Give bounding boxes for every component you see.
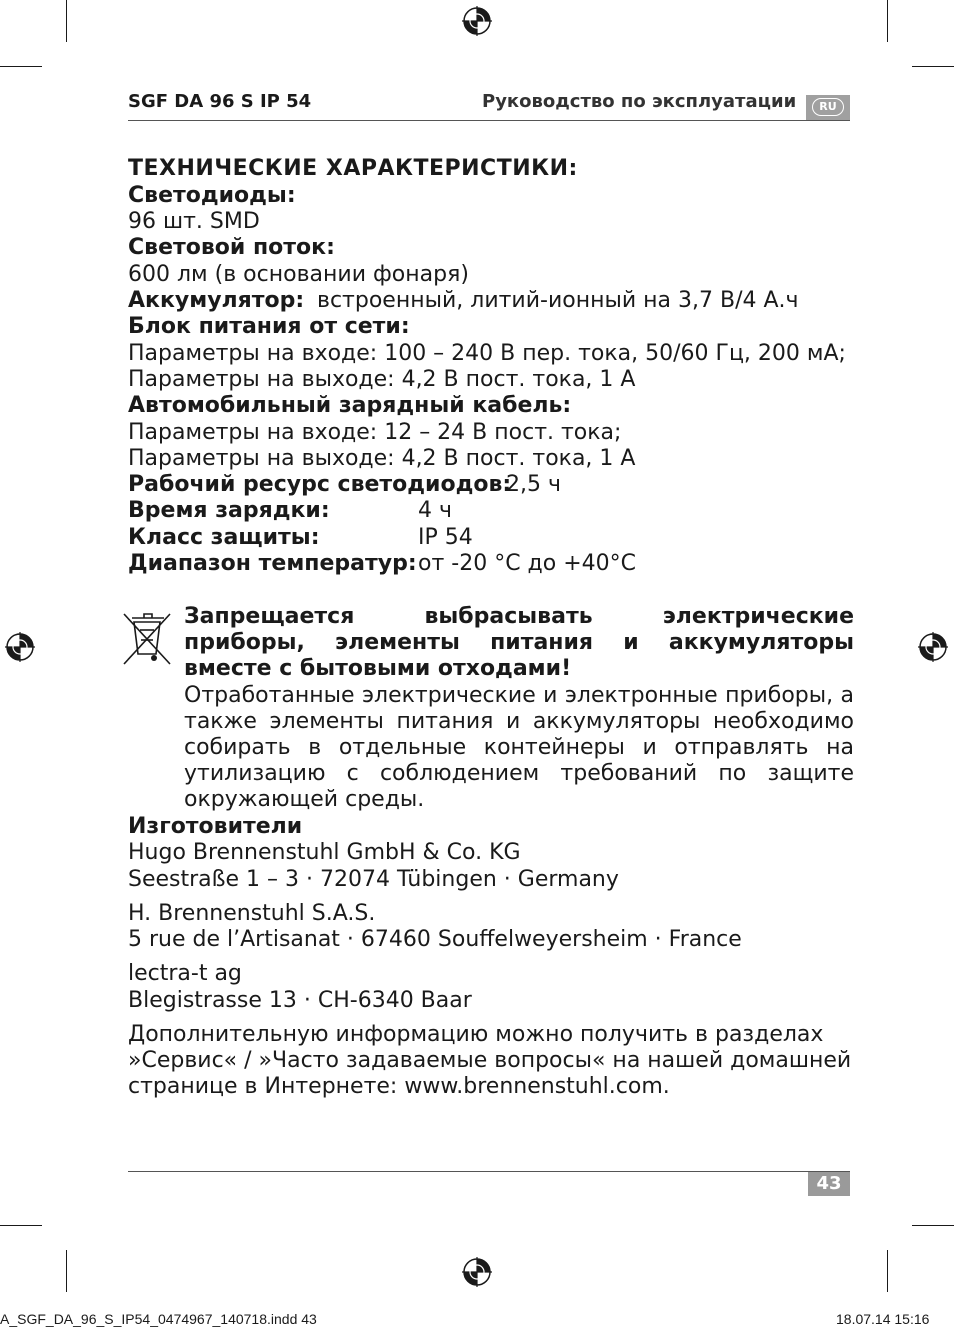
info-line-1: Дополнительную информацию можно получить в разделах: [128, 1022, 824, 1047]
protection-value: IP 54: [418, 525, 473, 550]
charge-time-label: Время зарядки:: [128, 498, 330, 523]
crop-mark: [887, 0, 888, 42]
crop-mark: [0, 66, 42, 67]
crop-mark: [887, 1250, 888, 1292]
disposal-text: Отработанные электрические и электронные приборы, а также элементы питания и аккумуляторы необходимо собирать в отдельные контейнеры и отправлять на утилизацию с соблюдением требований по защите окружающей среды.: [184, 683, 854, 812]
manufacturer-2-name: H. Brennenstuhl S.A.S.: [128, 901, 376, 926]
print-date: 18.07.14 15:16: [836, 1311, 930, 1327]
flux-value: 600 лм (в основании фонаря): [128, 262, 469, 287]
car-cable-output: Параметры на выходе: 4,2 В пост. тока, 1 А: [128, 446, 636, 471]
manufacturer-3-name: lectra-t ag: [128, 961, 242, 986]
psu-output: Параметры на выходе: 4,2 В пост. тока, 1 А: [128, 367, 636, 392]
crossed-out-wheelie-bin-icon: [120, 610, 174, 668]
crop-mark: [66, 1250, 67, 1292]
leds-value: 96 шт. SMD: [128, 209, 260, 234]
manual-title: Руководство по эксплуатации: [482, 91, 797, 112]
battery-label: Аккумулятор:: [128, 288, 305, 313]
page-number-box: [808, 1172, 850, 1196]
footer-rule: [128, 1171, 850, 1172]
manufacturers-heading: Изготовители: [128, 814, 303, 839]
car-cable-label: Автомобильный зарядный кабель:: [128, 393, 572, 418]
crop-mark: [912, 66, 954, 67]
charge-time-value: 4 ч: [418, 498, 452, 523]
model-name: SGF DA 96 S IP 54: [128, 91, 312, 112]
specs-heading: ТЕХНИЧЕСКИЕ ХАРАКТЕРИСТИКИ:: [128, 156, 578, 181]
psu-input: Параметры на входе: 100 – 240 В пер. тока, 50/60 Гц, 200 мА;: [128, 341, 846, 366]
led-life-label: Рабочий ресурс светодиодов:: [128, 472, 512, 497]
leds-label: Светодиоды:: [128, 183, 296, 208]
manufacturer-1-address: Seestraße 1 – 3 · 72074 Tübingen · Germany: [128, 867, 619, 892]
crop-mark: [0, 1225, 42, 1226]
flux-label: Световой поток:: [128, 235, 335, 260]
registration-mark-icon: [462, 6, 492, 36]
psu-label: Блок питания от сети:: [128, 314, 410, 339]
page-number: 43: [816, 1173, 842, 1194]
info-line-3: странице в Интернете: www.brennenstuhl.com.: [128, 1074, 670, 1099]
info-line-2: »Сервис« / »Часто задаваемые вопросы« на нашей домашней: [128, 1048, 852, 1073]
crop-mark: [66, 0, 67, 42]
registration-mark-icon: [5, 632, 35, 662]
manufacturer-3-address: Blegistrasse 13 · CH-6340 Baar: [128, 988, 472, 1013]
language-badge-box: [806, 95, 850, 121]
protection-label: Класс защиты:: [128, 525, 320, 550]
car-cable-input: Параметры на входе: 12 – 24 В пост. тока;: [128, 420, 622, 445]
crop-mark: [912, 1225, 954, 1226]
print-file-name: A_SGF_DA_96_S_IP54_0474967_140718.indd 43: [0, 1311, 317, 1327]
temp-range-label: Диапазон температур:: [128, 551, 417, 576]
manufacturer-1-name: Hugo Brennenstuhl GmbH & Co. KG: [128, 840, 521, 865]
header-rule: [128, 120, 850, 121]
disposal-warning: Запрещается выбрасывать электрические приборы, элементы питания и аккумуляторы вместе с бытовыми отходами!: [184, 604, 854, 681]
led-life-value: 2,5 ч: [506, 472, 561, 497]
language-badge: RU: [812, 98, 844, 116]
temp-range-value: от -20 °C до +40°C: [418, 551, 637, 576]
registration-mark-icon: [918, 632, 948, 662]
registration-mark-icon: [462, 1257, 492, 1287]
battery-value: встроенный, литий-ионный на 3,7 В/4 А.ч: [317, 288, 799, 313]
manufacturer-2-address: 5 rue de l’Artisanat · 67460 Souffelweyersheim · France: [128, 927, 742, 952]
